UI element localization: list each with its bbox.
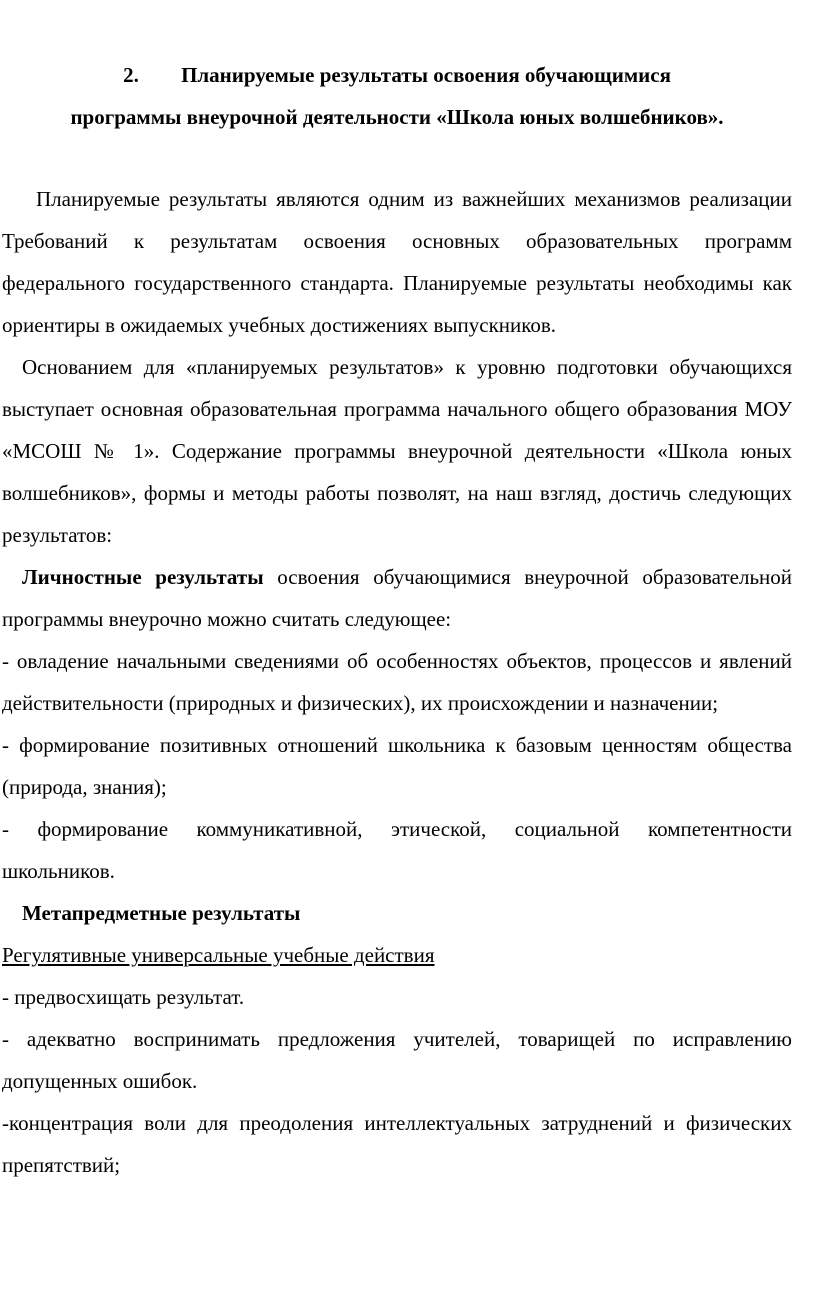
meta-results-heading: Метапредметные результаты xyxy=(22,901,301,925)
section-heading xyxy=(2,54,792,96)
regulative-item-3: -концентрация воли для преодоления интеллектуальных затруднений и физических препятствий; xyxy=(2,1111,792,1177)
personal-results-text: освоения обучающимися внеурочной образовательной программы внеурочно можно считать следующее: xyxy=(2,565,792,631)
regulative-heading xyxy=(2,934,792,976)
regulative-item-1: - предвосхищать результат. xyxy=(2,985,245,1009)
section-number: 2. xyxy=(123,63,139,87)
section-heading-line1: Планируемые результаты освоения обучающимися xyxy=(181,63,671,87)
paragraph-basis: Основанием для «планируемых результатов» к уровню подготовки обучающихся выступает основная образовательная программа начального общего образования МОУ «МСОШ № 1». Содержание программы внеурочной деятельности «Школа юных волшебников», формы и методы работы позволят, на наш взгляд, достичь следующих результатов: xyxy=(2,355,792,547)
regulative-heading-text: Регулятивные универсальные учебные действия xyxy=(2,943,435,967)
paragraph-planned-results: Планируемые результаты являются одним из важнейших механизмов реализации Требований к результатам освоения основных образовательных программ федерального государственного стандарта. Планируемые результаты необходимы как ориентиры в ожидаемых учебных достижениях выпускников. xyxy=(2,187,792,337)
list-item-3: - формирование коммуникативной, этической, социальной компетентности школьников. xyxy=(2,817,792,883)
spacer xyxy=(2,138,792,178)
list-item-1: - овладение начальными сведениями об особенностях объектов, процессов и явлений действительности (природных и физических), их происхождении и назначении; xyxy=(2,649,792,715)
list-item-2: - формирование позитивных отношений школьника к базовым ценностям общества (природа, знания); xyxy=(2,733,792,799)
personal-results-label: Личностные результаты xyxy=(22,565,264,589)
paragraph-personal-results xyxy=(2,556,792,640)
section-heading-line2: программы внеурочной деятельности «Школа юных волшебников». xyxy=(70,105,724,129)
regulative-item-2: - адекватно воспринимать предложения учителей, товарищей по исправлению допущенных ошибок. xyxy=(2,1027,792,1093)
